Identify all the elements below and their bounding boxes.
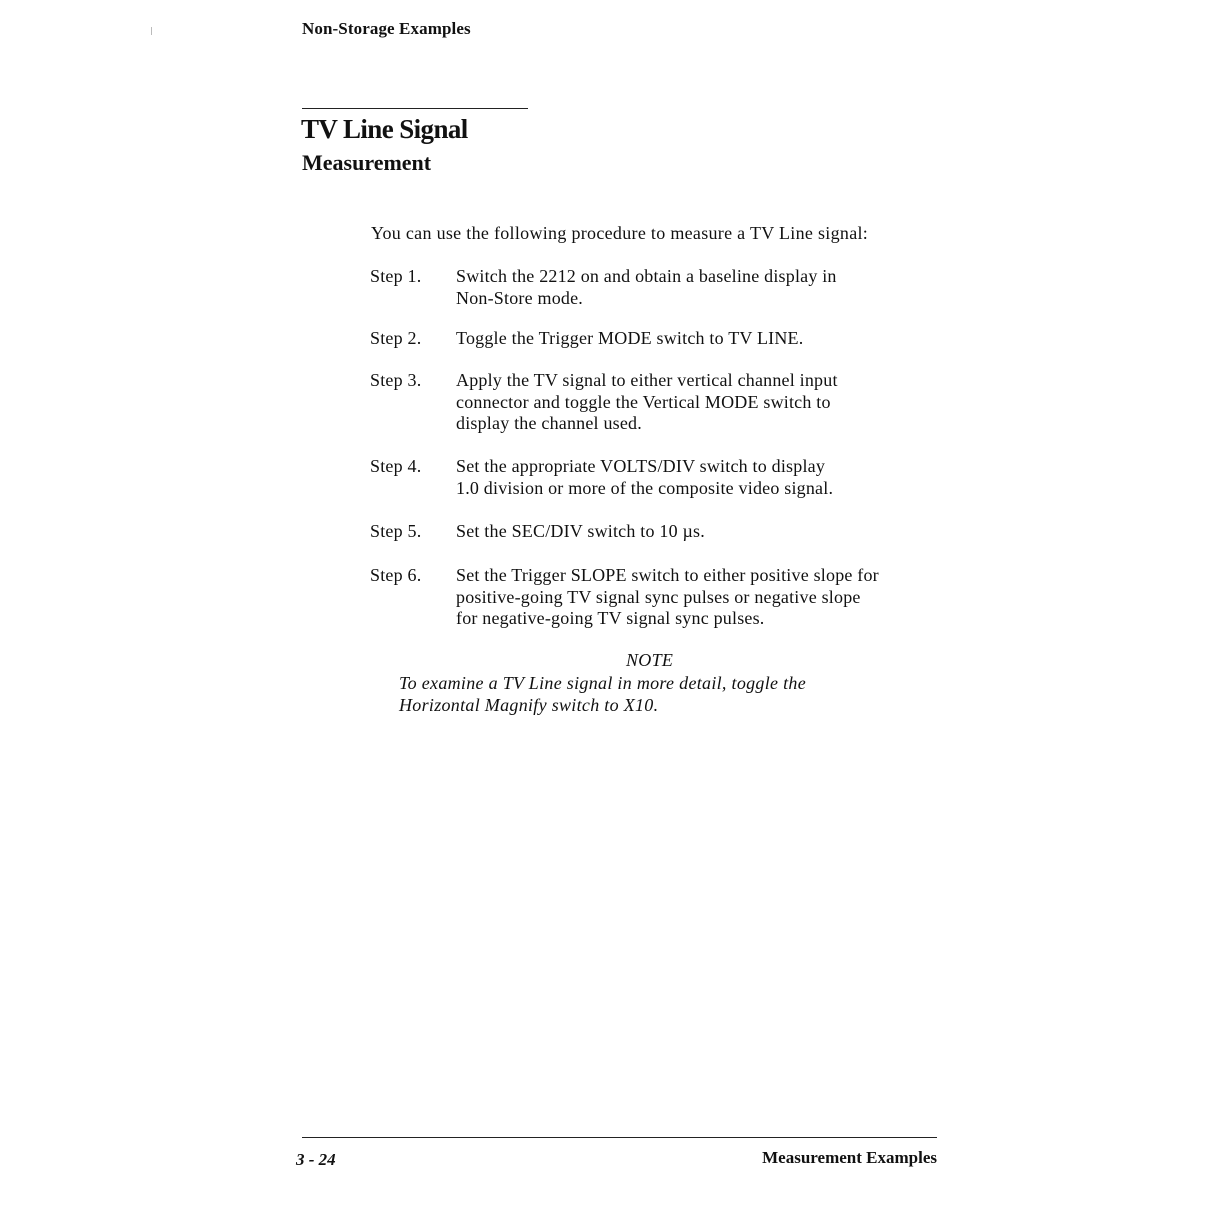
note-line: To examine a TV Line signal in more detail, toggle the	[399, 673, 807, 693]
note-body	[399, 672, 806, 716]
step-line: connector and toggle the Vertical MODE switch to	[456, 391, 831, 412]
step-text	[456, 370, 946, 435]
step-line: positive-going TV signal sync pulses or negative slope	[456, 586, 861, 607]
step-line: 1.0 division or more of the composite video signal.	[456, 477, 834, 498]
step-label: Step 5.	[370, 521, 422, 541]
step-line: Apply the TV signal to either vertical channel input	[456, 370, 838, 390]
step-line: for negative-going TV signal sync pulses.	[456, 608, 765, 628]
step-label: Step 2.	[370, 328, 422, 348]
step-line: Non-Store mode.	[456, 287, 583, 308]
margin-mark	[151, 27, 152, 35]
step-line: Set the Trigger SLOPE switch to either positive slope for	[456, 565, 879, 585]
section-title: TV Line Signal	[301, 114, 468, 144]
page-number: 3 - 24	[296, 1150, 336, 1169]
footer-section-name: Measurement Examples	[762, 1148, 937, 1167]
step-label: Step 4.	[370, 456, 422, 476]
step-text	[456, 565, 946, 630]
running-head: Non-Storage Examples	[302, 19, 471, 38]
section-subtitle: Measurement	[302, 150, 432, 175]
step-line: Toggle the Trigger MODE switch to TV LINE.	[456, 328, 804, 348]
step-line: Set the appropriate VOLTS/DIV switch to display	[456, 456, 826, 476]
title-rule	[302, 108, 528, 109]
step-label: Step 3.	[370, 370, 422, 390]
step-text	[456, 328, 946, 350]
note-heading: NOTE	[626, 650, 674, 670]
footer-rule	[302, 1137, 937, 1138]
step-text	[456, 521, 946, 543]
step-label: Step 6.	[370, 565, 422, 585]
note-line: Horizontal Magnify switch to X10.	[399, 695, 659, 715]
step-line: Switch the 2212 on and obtain a baseline display in	[456, 266, 837, 286]
step-text	[456, 456, 946, 499]
step-label: Step 1.	[370, 266, 422, 286]
intro-paragraph: You can use the following procedure to measure a TV Line signal:	[371, 223, 869, 243]
step-text	[456, 266, 946, 309]
step-line: display the channel used.	[456, 413, 642, 433]
step-line: Set the SEC/DIV switch to 10 µs.	[456, 521, 705, 541]
